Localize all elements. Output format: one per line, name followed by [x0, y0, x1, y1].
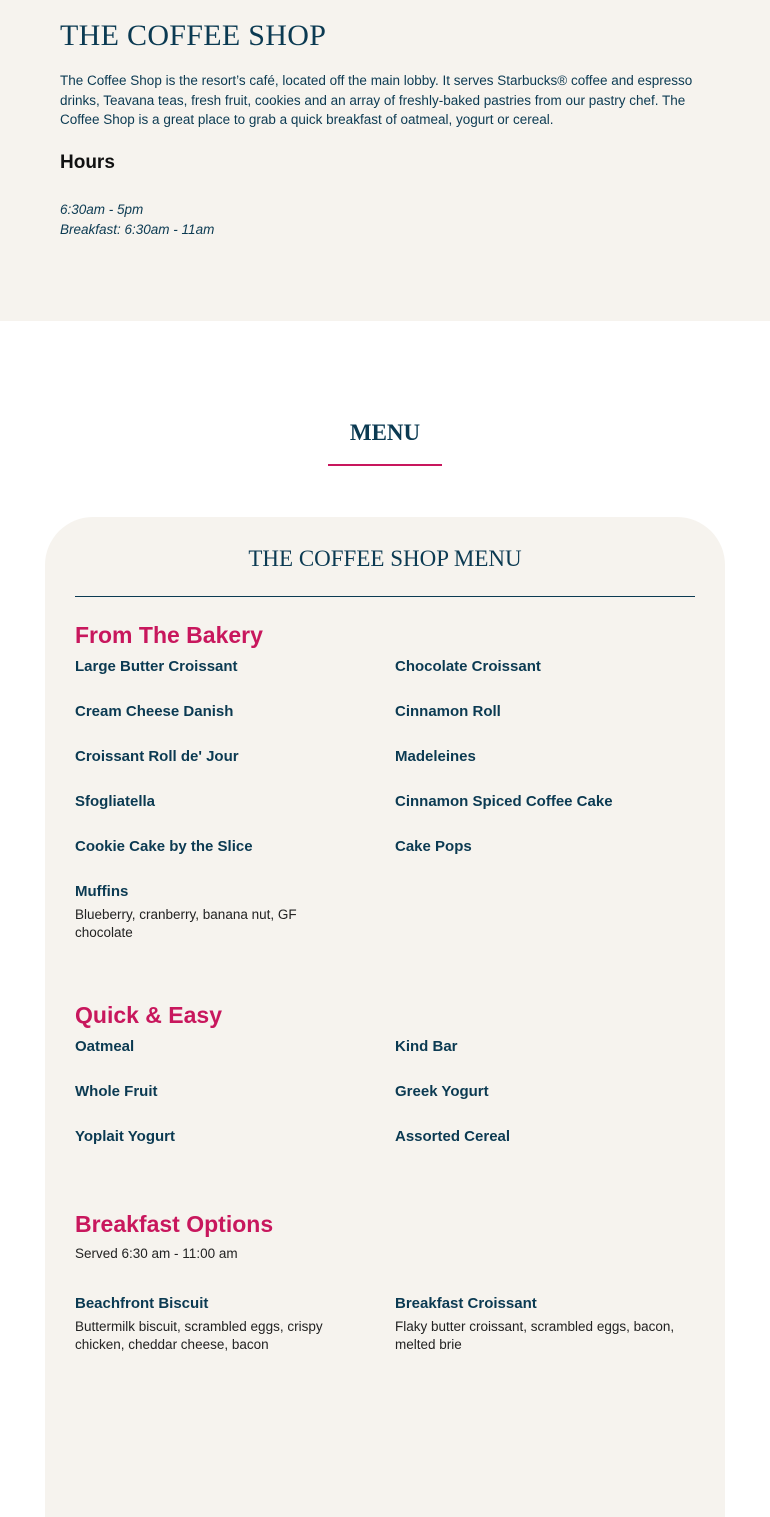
menu-item — [75, 1082, 365, 1101]
category-note-breakfast: Served 6:30 am - 11:00 am — [75, 1246, 238, 1261]
menu-item — [75, 747, 365, 766]
menu-item-name: Yoplait Yogurt — [75, 1128, 175, 1145]
menu-item-name: Assorted Cereal — [395, 1128, 511, 1145]
menu-card-title: THE COFFEE SHOP MENU — [248, 546, 522, 571]
menu-item-description: Blueberry, cranberry, banana nut, GF chocolate — [75, 907, 297, 940]
menu-item-name: Cookie Cake by the Slice — [75, 838, 253, 855]
hours-list — [60, 200, 710, 240]
hours-heading: Hours — [60, 151, 115, 173]
menu-item-name: Greek Yogurt — [395, 1083, 489, 1100]
menu-item — [395, 702, 685, 721]
menu-item — [395, 657, 685, 676]
menu-item-name: Kind Bar — [395, 1038, 458, 1055]
menu-item — [395, 1037, 685, 1056]
menu-item — [75, 1127, 365, 1146]
menu-item — [395, 1127, 685, 1146]
menu-item-name: Oatmeal — [75, 1038, 135, 1055]
menu-item-name: Madeleines — [395, 748, 476, 765]
menu-item — [395, 1294, 685, 1354]
category-title-breakfast: Breakfast Options — [75, 1211, 274, 1237]
menu-item-name: Large Butter Croissant — [75, 658, 238, 675]
menu-item — [75, 837, 365, 856]
menu-item — [395, 792, 685, 811]
menu-item — [75, 1037, 365, 1056]
intro-description: The Coffee Shop is the resort’s café, located off the main lobby. It serves Starbucks® coffee and espresso drinks, Teavana teas, fresh fruit, cookies and an array of freshly-baked pastries from our pastry chef. The Coffee Shop is a great place to grab a quick breakfast of oatmeal, yogurt or cereal. — [60, 73, 693, 128]
menu-item — [75, 882, 365, 942]
menu-item-name: Cream Cheese Danish — [75, 703, 234, 720]
category-title-quick-easy: Quick & Easy — [75, 1002, 223, 1028]
menu-item — [75, 1294, 365, 1354]
menu-item-name: Beachfront Biscuit — [75, 1295, 209, 1312]
menu-item — [395, 1082, 685, 1101]
menu-item-name: Sfogliatella — [75, 793, 156, 810]
menu-item — [75, 792, 365, 811]
menu-heading-underline — [328, 464, 442, 466]
menu-item-name: Whole Fruit — [75, 1083, 158, 1100]
menu-item-name: Cinnamon Spiced Coffee Cake — [395, 793, 613, 810]
menu-item — [75, 657, 365, 676]
menu-item-name: Cake Pops — [395, 838, 472, 855]
menu-heading: MENU — [349, 420, 421, 445]
menu-item-description: Flaky butter croissant, scrambled eggs, bacon, melted brie — [395, 1319, 675, 1352]
menu-item — [395, 837, 685, 856]
page-title: THE COFFEE SHOP — [60, 19, 327, 52]
menu-item-name: Chocolate Croissant — [395, 658, 541, 675]
menu-item — [395, 747, 685, 766]
category-title-bakery: From The Bakery — [75, 622, 263, 648]
menu-card — [45, 517, 725, 1517]
menu-item-name: Cinnamon Roll — [395, 703, 501, 720]
hours-general: 6:30am - 5pm — [60, 201, 144, 217]
menu-item-name: Muffins — [75, 883, 129, 900]
menu-item-name: Breakfast Croissant — [395, 1295, 537, 1312]
menu-item-description: Buttermilk biscuit, scrambled eggs, crispy chicken, cheddar cheese, bacon — [75, 1319, 323, 1352]
menu-item-name: Croissant Roll de' Jour — [75, 748, 239, 765]
menu-item — [75, 702, 365, 721]
menu-card-divider — [75, 596, 695, 597]
hours-breakfast: Breakfast: 6:30am - 11am — [60, 221, 215, 237]
intro-section — [0, 0, 770, 321]
